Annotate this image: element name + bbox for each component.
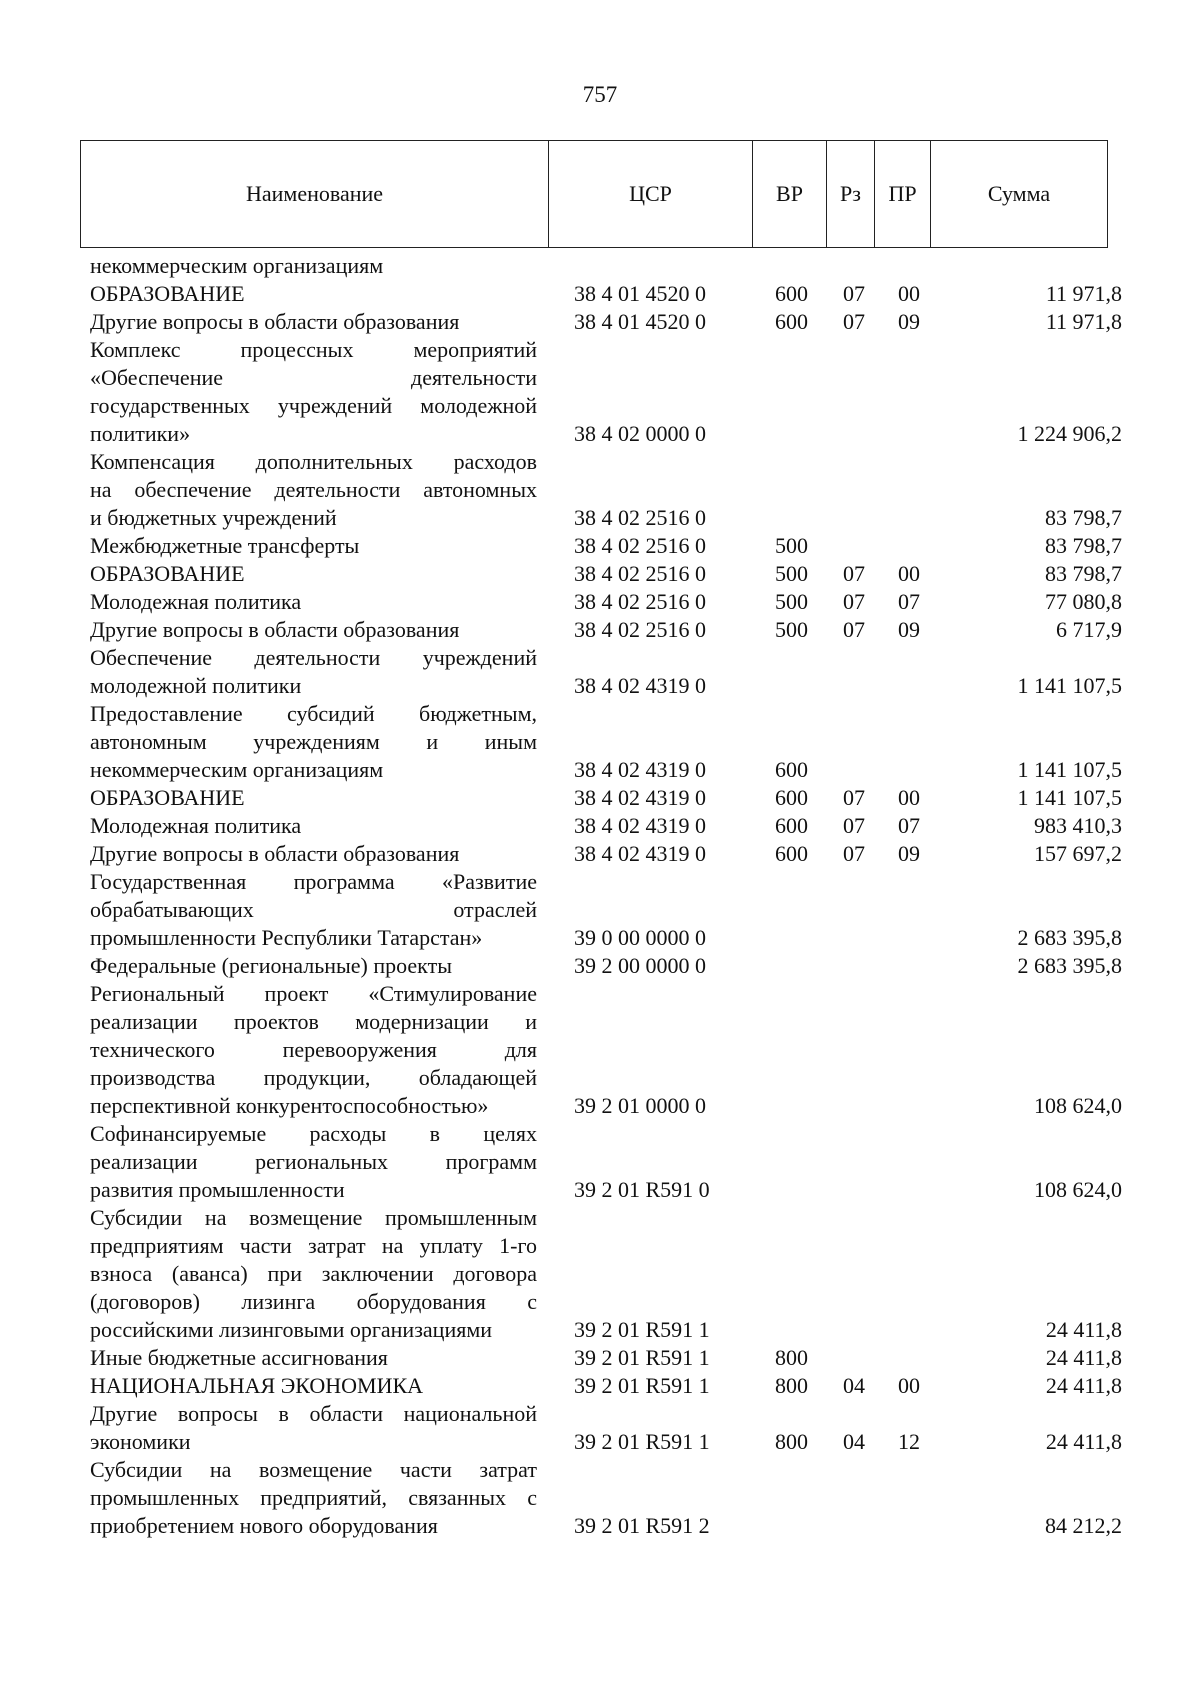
row-name-line: Государственная программа «Развитие (90, 869, 537, 894)
table-row (0, 252, 1200, 280)
row-name-line: предприятиям части затрат на уплату 1-го (90, 1233, 537, 1258)
row-csr: 38 4 02 0000 0 (574, 421, 706, 446)
row-sum: 11 971,8 (1045, 281, 1122, 306)
row-name (90, 448, 537, 532)
row-vr: 500 (775, 561, 808, 586)
row-rz: 04 (843, 1373, 865, 1398)
row-sum: 83 798,7 (1045, 505, 1122, 530)
row-sum: 108 624,0 (1034, 1177, 1122, 1202)
row-name (90, 1400, 537, 1456)
row-rz: 07 (843, 785, 865, 810)
column-header-name: Наименование (81, 141, 549, 248)
row-name-line: Иные бюджетные ассигнования (90, 1345, 388, 1370)
row-sum: 2 683 395,8 (1017, 953, 1122, 978)
column-header-sum: Сумма (931, 141, 1108, 248)
row-name (90, 812, 537, 840)
row-pr: 09 (898, 309, 920, 334)
row-name-line: НАЦИОНАЛЬНАЯ ЭКОНОМИКА (90, 1373, 424, 1398)
table-row (0, 1372, 1200, 1400)
row-name (90, 1344, 537, 1372)
row-name-line: политики» (90, 421, 191, 446)
row-csr: 39 2 01 0000 0 (574, 1093, 706, 1118)
row-name-line: ОБРАЗОВАНИЕ (90, 561, 245, 586)
table-row (0, 1400, 1200, 1456)
row-name-line: некоммерческим организациям (90, 757, 384, 782)
row-name (90, 252, 537, 280)
row-name (90, 1120, 537, 1204)
row-sum: 24 411,8 (1045, 1373, 1122, 1398)
row-csr: 38 4 02 2516 0 (574, 561, 706, 586)
row-name-line: приобретением нового оборудования (90, 1513, 438, 1538)
row-name (90, 1372, 537, 1400)
row-name (90, 308, 537, 336)
row-name-line: автономным учреждениям и иным (90, 729, 537, 754)
row-csr: 39 2 01 R591 1 (574, 1429, 710, 1454)
row-name-line: ОБРАЗОВАНИЕ (90, 281, 245, 306)
column-header-vr: ВР (753, 141, 827, 248)
row-sum: 1 141 107,5 (1017, 785, 1122, 810)
table-row (0, 1204, 1200, 1344)
row-name (90, 560, 537, 588)
row-name-line: Молодежная политика (90, 589, 302, 614)
table-row (0, 980, 1200, 1120)
row-name (90, 868, 537, 952)
row-pr: 00 (898, 561, 920, 586)
table-row (0, 448, 1200, 532)
row-csr: 38 4 02 2516 0 (574, 617, 706, 642)
row-sum: 84 212,2 (1045, 1513, 1122, 1538)
row-vr: 600 (775, 281, 808, 306)
row-name-line: перспективной конкурентоспособностью» (90, 1093, 489, 1118)
row-name (90, 616, 537, 644)
row-vr: 600 (775, 841, 808, 866)
row-name-line: взноса (аванса) при заключении договора (90, 1261, 537, 1286)
row-pr: 07 (898, 589, 920, 614)
row-csr: 38 4 02 4319 0 (574, 785, 706, 810)
row-name-line: на обеспечение деятельности автономных (90, 477, 537, 502)
row-vr: 600 (775, 757, 808, 782)
row-sum: 1 141 107,5 (1017, 673, 1122, 698)
row-pr: 12 (898, 1429, 920, 1454)
row-name (90, 700, 537, 784)
row-vr: 800 (775, 1373, 808, 1398)
row-csr: 38 4 01 4520 0 (574, 281, 706, 306)
row-name-line: технического перевооружения для (90, 1037, 537, 1062)
table-row (0, 1120, 1200, 1204)
table-row (0, 1456, 1200, 1540)
row-sum: 24 411,8 (1045, 1429, 1122, 1454)
row-vr: 500 (775, 589, 808, 614)
table-row (0, 588, 1200, 616)
row-sum: 983 410,3 (1034, 813, 1122, 838)
row-name-line: Молодежная политика (90, 813, 302, 838)
row-sum: 108 624,0 (1034, 1093, 1122, 1118)
row-name-line: Другие вопросы в области образования (90, 841, 460, 866)
row-name-line: Субсидии на возмещение промышленным (90, 1205, 537, 1230)
row-csr: 39 2 01 R591 1 (574, 1373, 710, 1398)
row-name-line: российскими лизинговыми организациями (90, 1317, 493, 1342)
row-vr: 800 (775, 1345, 808, 1370)
row-name-line: «Обеспечение деятельности (90, 365, 537, 390)
row-name-line: промышленности Республики Татарстан» (90, 925, 483, 950)
row-sum: 24 411,8 (1045, 1317, 1122, 1342)
row-csr: 38 4 02 2516 0 (574, 533, 706, 558)
row-rz: 07 (843, 561, 865, 586)
table-row (0, 532, 1200, 560)
row-csr: 38 4 02 4319 0 (574, 813, 706, 838)
table-row (0, 336, 1200, 448)
table-row (0, 616, 1200, 644)
row-name-line: реализации региональных программ (90, 1149, 537, 1174)
row-csr: 39 2 01 R591 2 (574, 1513, 710, 1538)
row-sum: 83 798,7 (1045, 533, 1122, 558)
row-name (90, 980, 537, 1120)
column-header-csr: ЦСР (549, 141, 753, 248)
row-sum: 83 798,7 (1045, 561, 1122, 586)
table-row (0, 700, 1200, 784)
row-name (90, 1204, 537, 1344)
row-vr: 600 (775, 813, 808, 838)
table-row (0, 868, 1200, 952)
row-name-line: промышленных предприятий, связанных с (90, 1485, 537, 1510)
row-rz: 07 (843, 841, 865, 866)
row-vr: 500 (775, 533, 808, 558)
row-name-line: Компенсация дополнительных расходов (90, 449, 537, 474)
row-vr: 800 (775, 1429, 808, 1454)
row-name-line: обрабатывающих отраслей (90, 897, 537, 922)
row-name-line: молодежной политики (90, 673, 302, 698)
row-rz: 04 (843, 1429, 865, 1454)
row-name-line: Региональный проект «Стимулирование (90, 981, 537, 1006)
row-name-line: Межбюджетные трансферты (90, 533, 360, 558)
row-sum: 157 697,2 (1034, 841, 1122, 866)
row-csr: 39 0 00 0000 0 (574, 925, 706, 950)
row-csr: 39 2 01 R591 1 (574, 1345, 710, 1370)
row-rz: 07 (843, 813, 865, 838)
row-name-line: некоммерческим организациям (90, 253, 384, 278)
row-pr: 09 (898, 841, 920, 866)
table-body (0, 252, 1200, 1540)
row-pr: 00 (898, 785, 920, 810)
row-csr: 38 4 01 4520 0 (574, 309, 706, 334)
row-name-line: Предоставление субсидий бюджетным, (90, 701, 537, 726)
page-number: 757 (582, 82, 618, 107)
table-row (0, 784, 1200, 812)
row-csr: 38 4 02 2516 0 (574, 505, 706, 530)
table-row (0, 812, 1200, 840)
table-row (0, 952, 1200, 980)
table-row (0, 1344, 1200, 1372)
row-vr: 500 (775, 617, 808, 642)
row-sum: 1 141 107,5 (1017, 757, 1122, 782)
row-vr: 600 (775, 309, 808, 334)
row-csr: 38 4 02 4319 0 (574, 841, 706, 866)
row-rz: 07 (843, 617, 865, 642)
row-name (90, 280, 537, 308)
column-header-pr: ПР (875, 141, 931, 248)
row-name-line: реализации проектов модернизации и (90, 1009, 537, 1034)
row-csr: 38 4 02 2516 0 (574, 589, 706, 614)
table-row (0, 280, 1200, 308)
row-name-line: развития промышленности (90, 1177, 345, 1202)
row-sum: 77 080,8 (1045, 589, 1122, 614)
row-name-line: Другие вопросы в области образования (90, 617, 460, 642)
row-rz: 07 (843, 589, 865, 614)
row-sum: 1 224 906,2 (1017, 421, 1122, 446)
row-name-line: и бюджетных учреждений (90, 505, 337, 530)
row-name-line: Федеральные (региональные) проекты (90, 953, 452, 978)
row-csr: 39 2 01 R591 0 (574, 1177, 710, 1202)
row-name-line: Субсидии на возмещение части затрат (90, 1457, 537, 1482)
row-name-line: Обеспечение деятельности учреждений (90, 645, 537, 670)
row-sum: 11 971,8 (1045, 309, 1122, 334)
row-csr: 38 4 02 4319 0 (574, 673, 706, 698)
row-name-line: государственных учреждений молодежной (90, 393, 537, 418)
row-name-line: Другие вопросы в области национальной (90, 1401, 537, 1426)
row-pr: 00 (898, 281, 920, 306)
row-pr: 00 (898, 1373, 920, 1398)
table-row (0, 644, 1200, 700)
row-name (90, 784, 537, 812)
row-name-line: производства продукции, обладающей (90, 1065, 537, 1090)
row-sum: 6 717,9 (1056, 617, 1122, 642)
row-name (90, 532, 537, 560)
row-name-line: Софинансируемые расходы в целях (90, 1121, 537, 1146)
table-row (0, 560, 1200, 588)
row-sum: 2 683 395,8 (1017, 925, 1122, 950)
row-name (90, 1456, 537, 1540)
row-rz: 07 (843, 309, 865, 334)
row-name-line: экономики (90, 1429, 191, 1454)
row-csr: 39 2 01 R591 1 (574, 1317, 710, 1342)
table-row (0, 308, 1200, 336)
row-vr: 600 (775, 785, 808, 810)
row-name-line: ОБРАЗОВАНИЕ (90, 785, 245, 810)
row-name-line: (договоров) лизинга оборудования с (90, 1289, 537, 1314)
table-row (0, 840, 1200, 868)
row-csr: 38 4 02 4319 0 (574, 757, 706, 782)
row-name (90, 840, 537, 868)
column-header-rz: Рз (827, 141, 875, 248)
row-rz: 07 (843, 281, 865, 306)
table-header (80, 140, 1108, 248)
row-sum: 24 411,8 (1045, 1345, 1122, 1370)
row-name (90, 952, 537, 980)
row-pr: 07 (898, 813, 920, 838)
row-name (90, 644, 537, 700)
row-name-line: Другие вопросы в области образования (90, 309, 460, 334)
row-csr: 39 2 00 0000 0 (574, 953, 706, 978)
row-pr: 09 (898, 617, 920, 642)
row-name-line: Комплекс процессных мероприятий (90, 337, 537, 362)
row-name (90, 336, 537, 448)
row-name (90, 588, 537, 616)
